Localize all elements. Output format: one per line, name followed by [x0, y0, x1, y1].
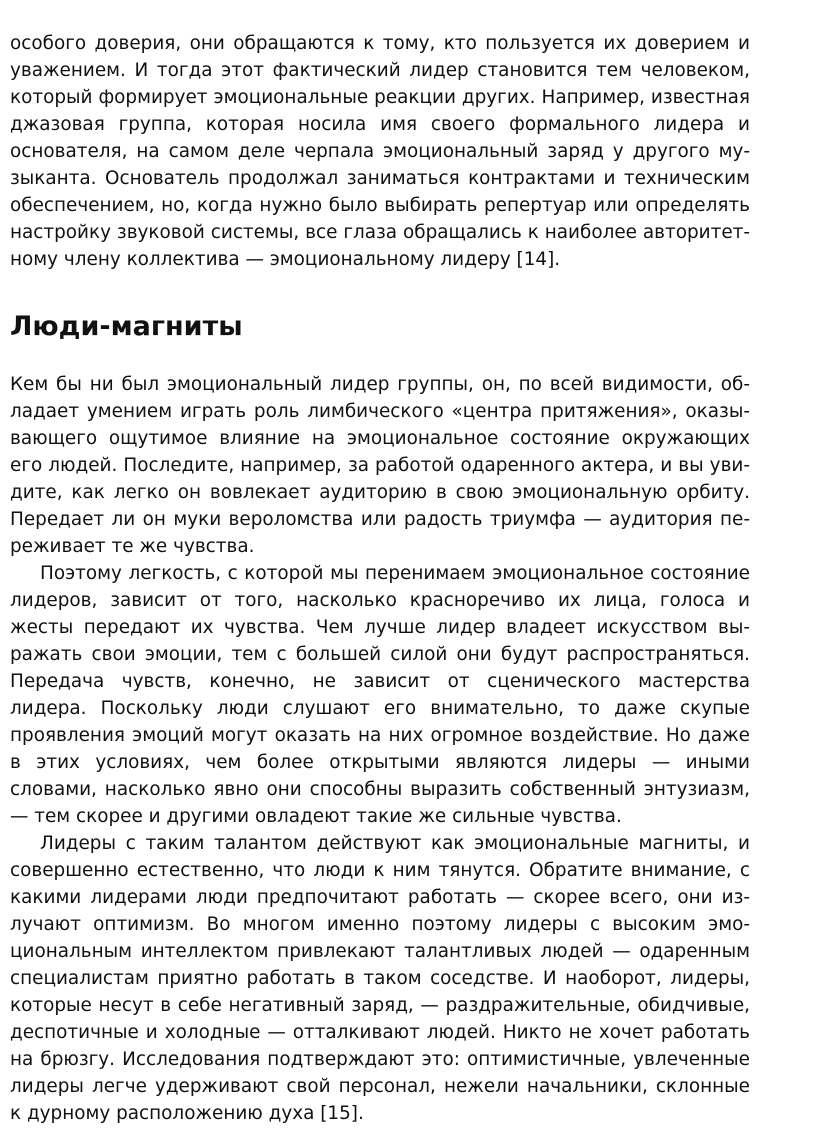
section-paragraph-3: Лидеры с таким талантом действуют как эмоциональные магниты, и совершенно естественно, что люди к ним тянутся. Обратите внимание, с какими лидерами люди предпочитают работать — скорее всего, они излучают оптимизм. Во многом именно поэтому лидеры с высоким эмоциональным интеллектом привлекают талантливых людей — одаренным специалистам приятно работать в таком соседстве. И наоборот, лидеры, которые несут в себе негативный заряд, — раздражительные, обидчивые, деспотичные и холодные — отталкивают людей. Никто не хочет работать на брюзгу. Исследования подтверждают это: оптимистичные, увлеченные лидеры легче удерживают свой персонал, нежели начальники, склонные к дурному расположению духа [15].: [10, 833, 750, 1124]
document-page: [10, 30, 750, 1127]
section-paragraph-1: Кем бы ни был эмоциональный лидер группы, он, по всей видимости, обладает умением играть роль лимбического «центра притяжения», оказывающего ощутимое влияние на эмоциональное состояние окружающих его людей. Последите, например, за работой одаренного актера, и вы увидите, как легко он вовлекает аудиторию в свою эмоциональную орбиту. Передает ли он муки вероломства или радость триумфа — аудитория переживает те же чувства.: [10, 374, 750, 557]
section-heading: Люди-магниты: [10, 311, 243, 342]
section-paragraph-2: Поэтому легкость, с которой мы перенимаем эмоциональное состояние лидеров, зависит от того, насколько красноречиво их лица, голоса и жесты передают их чувства. Чем лучше лидер владеет искусством выражать свои эмоции, тем с большей силой они будут распространяться. Передача чувств, конечно, не зависит от сценического мастерства лидера. Поскольку люди слушают его внимательно, то даже скупые проявления эмоций могут оказать на них огромное воздействие. Но даже в этих условиях, чем более открытыми являются лидеры — иными словами, насколько явно они способны выразить собственный энтузиазм, — тем скорее и другими овладеют такие же сильные чувства.: [10, 563, 750, 827]
intro-paragraph: особого доверия, они обращаются к тому, кто пользуется их доверием и уважением. И тогда этот фактический лидер становится тем человеком, который формирует эмоциональные реакции других. Например, известная джазовая группа, которая носила имя своего формального лидера и основателя, на самом деле черпала эмоциональный заряд у другого музыканта. Основатель продолжал заниматься контрактами и техническим обеспечением, но, когда нужно было выбирать репертуар или определять настройку звуковой системы, все глаза обращались к наиболее авторитетному члену коллектива — эмоциональному лидеру [14].: [10, 33, 750, 270]
